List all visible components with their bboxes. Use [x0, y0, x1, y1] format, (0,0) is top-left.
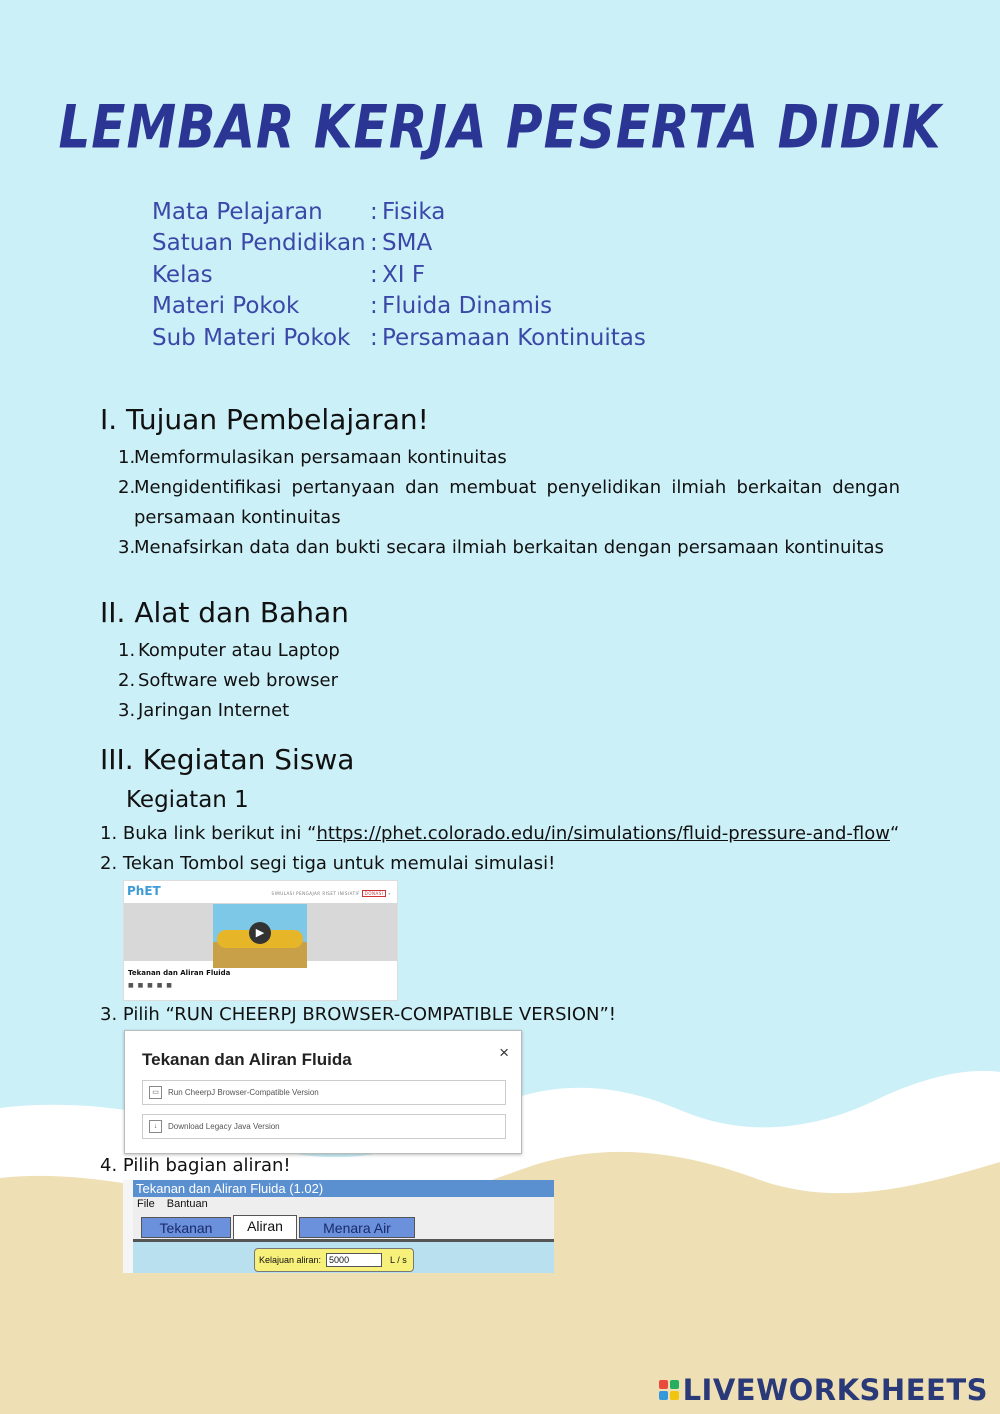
list-item — [118, 443, 900, 473]
meta-value: Persamaan Kontinuitas — [382, 324, 646, 351]
option-label: Run CheerpJ Browser-Compatible Version — [168, 1088, 319, 1097]
app-window-screenshot — [123, 1180, 554, 1273]
phet-sim-thumbnail — [213, 904, 307, 968]
step-1-quote: “ — [889, 823, 900, 844]
meta-row — [152, 228, 646, 260]
tab-divider — [133, 1239, 554, 1242]
brand-square — [659, 1380, 668, 1389]
meta-value: SMA — [382, 230, 433, 257]
meta-label: Materi Pokok — [152, 293, 300, 320]
section-heading-tools: II. Alat dan Bahan — [100, 596, 349, 629]
launch-dialog-screenshot — [124, 1030, 522, 1154]
list-item — [118, 473, 900, 503]
meta-label: Satuan Pendidikan — [152, 230, 366, 257]
phet-logo: PhET — [127, 884, 161, 898]
flow-rate-control — [254, 1248, 414, 1272]
page-title: LEMBAR KERJA PESERTA DIDIK — [58, 92, 942, 162]
dialog-title: Tekanan dan Aliran Fluida — [142, 1050, 352, 1069]
phet-donate: DONASI — [362, 890, 387, 897]
search-icon: ⌕ — [388, 891, 391, 896]
meta-colon: : — [370, 230, 378, 257]
meta-label: Sub Materi Pokok — [152, 324, 351, 351]
list-text: Mengidentifikasi pertanyaan dan membuat penyelidikan ilmiah berkaitan dengan — [134, 477, 900, 498]
tools-list — [118, 636, 340, 726]
play-icon[interactable]: ▶ — [249, 922, 271, 944]
simulation-link[interactable]: https://phet.colorado.edu/in/simulations/fluid-pressure-and-flow — [316, 823, 890, 844]
list-number: 3. — [118, 700, 136, 721]
list-text: Memformulasikan persamaan kontinuitas — [134, 447, 507, 468]
flow-rate-input[interactable]: 5000 — [326, 1253, 382, 1267]
step-1-text: 1. Buka link berikut ini “ — [100, 823, 317, 844]
phet-nav-links: SIMULASI PENGAJAR RISET INISIATIF — [271, 891, 360, 896]
list-item-continuation — [118, 503, 900, 533]
list-number: 1. — [118, 640, 136, 661]
meta-info — [152, 196, 646, 354]
section-heading-goals: I. Tujuan Pembelajaran! — [100, 403, 429, 436]
goals-list — [118, 443, 900, 563]
tab-flow[interactable]: Aliran — [233, 1215, 297, 1239]
list-number: 1. — [118, 447, 136, 468]
meta-value: XI F — [382, 261, 426, 288]
browser-icon: ▭ — [149, 1086, 162, 1099]
brand-square — [659, 1391, 668, 1400]
tab-bar — [133, 1212, 554, 1239]
list-item — [118, 533, 900, 563]
meta-row — [152, 196, 646, 228]
meta-value: Fisika — [382, 198, 446, 225]
section-heading-activities: III. Kegiatan Siswa — [100, 743, 355, 776]
step-4: 4. Pilih bagian aliran! — [100, 1155, 291, 1176]
list-item — [118, 636, 340, 666]
window-edge — [123, 1180, 133, 1273]
phet-page-screenshot — [123, 880, 398, 1001]
phet-nav — [272, 891, 391, 896]
list-number: 3. — [118, 537, 136, 558]
close-icon[interactable]: × — [499, 1043, 509, 1062]
list-number: 2. — [118, 477, 136, 498]
list-number: 2. — [118, 670, 136, 691]
list-text: Jaringan Internet — [138, 700, 290, 721]
download-java-button[interactable] — [142, 1114, 506, 1139]
download-icon: ↓ — [149, 1120, 162, 1133]
list-text: Komputer atau Laptop — [138, 640, 340, 661]
liveworksheets-logo — [659, 1373, 988, 1407]
brand-square — [670, 1391, 679, 1400]
list-item — [118, 666, 340, 696]
meta-colon: : — [370, 261, 378, 288]
meta-row — [152, 322, 646, 354]
option-label: Download Legacy Java Version — [168, 1122, 280, 1131]
meta-label: Mata Pelajaran — [152, 198, 323, 225]
meta-colon: : — [370, 198, 378, 225]
brand-name: LIVEWORKSHEETS — [682, 1373, 988, 1407]
step-1 — [100, 823, 899, 844]
tab-water-tower[interactable]: Menara Air — [299, 1217, 415, 1238]
share-icons: ■ ■ ■ ■ ■ — [128, 982, 173, 989]
list-text: Software web browser — [138, 670, 339, 691]
tab-pressure[interactable]: Tekanan — [141, 1217, 231, 1238]
meta-colon: : — [370, 293, 378, 320]
menu-bar — [133, 1197, 554, 1212]
flow-rate-label: Kelajuan aliran: — [259, 1255, 322, 1265]
meta-colon: : — [370, 324, 378, 351]
meta-label: Kelas — [152, 261, 213, 288]
brand-icon — [659, 1380, 679, 1400]
brand-square — [670, 1380, 679, 1389]
flow-rate-unit: L / s — [390, 1255, 407, 1265]
meta-row — [152, 291, 646, 323]
step-2: 2. Tekan Tombol segi tiga untuk memulai simulasi! — [100, 853, 556, 874]
list-item — [118, 696, 340, 726]
menu-file[interactable]: File — [137, 1198, 155, 1210]
meta-row — [152, 259, 646, 291]
step-3: 3. Pilih “RUN CHEERPJ BROWSER-COMPATIBLE VERSION”! — [100, 1004, 617, 1025]
run-cheerpj-button[interactable] — [142, 1080, 506, 1105]
menu-help[interactable]: Bantuan — [166, 1198, 208, 1210]
phet-sim-title: Tekanan dan Aliran Fluida — [128, 969, 231, 977]
list-text: Menafsirkan data dan bukti secara ilmiah berkaitan dengan persamaan kontinuitas — [134, 537, 884, 558]
window-title: Tekanan dan Aliran Fluida (1.02) — [133, 1180, 554, 1197]
list-text: persamaan kontinuitas — [134, 507, 341, 528]
activity-subheading: Kegiatan 1 — [126, 787, 249, 813]
meta-value: Fluida Dinamis — [382, 293, 553, 320]
